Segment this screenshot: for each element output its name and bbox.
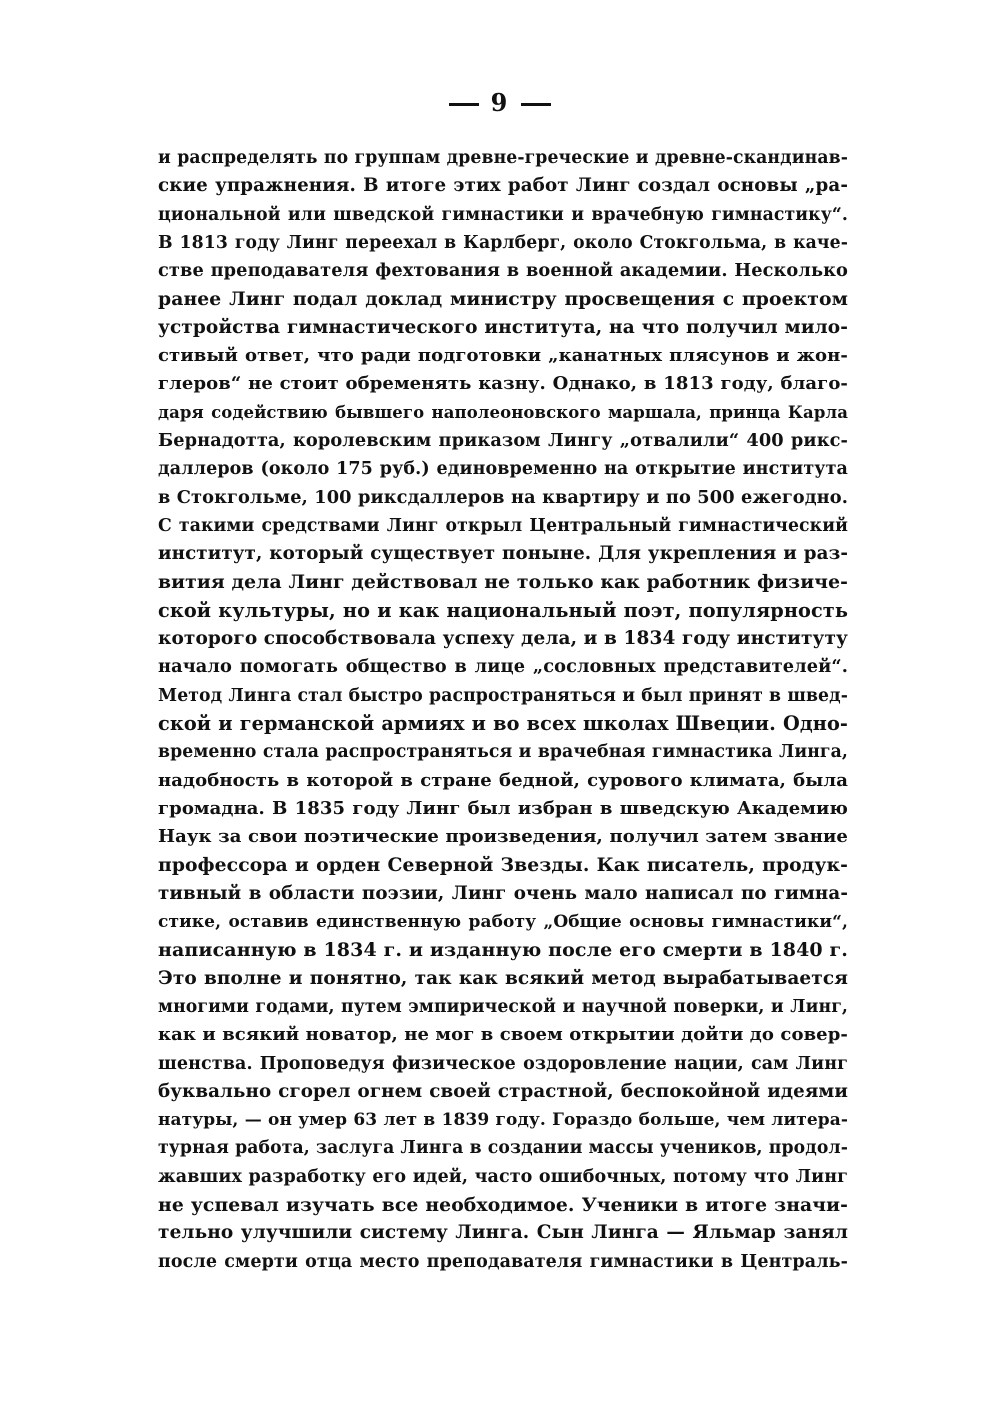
page-number: 9	[490, 88, 510, 117]
text-line: турная работа, заслуга Линга в создании массы учеников, продол-	[158, 1138, 848, 1159]
text-line: даря содействию бывшего наполеоновского маршала, принца Карла	[158, 402, 848, 422]
page-header	[0, 88, 1000, 117]
text-line: Это вполне и понятно, так как всякий метод вырабатывается	[158, 967, 848, 989]
text-line: натуры, — он умер 63 лет в 1839 году. Гораздо больше, чем литера-	[158, 1110, 848, 1131]
text-line: многими годами, путем эмпирической и научной поверки, и Линг,	[158, 996, 848, 1017]
text-line: профессора и орден Северной Звезды. Как писатель, продук-	[158, 854, 848, 877]
text-line: которого способствовала успеху дела, и в 1834 году институту	[158, 628, 848, 650]
text-line: ские упражнения. В итоге этих работ Линг создал основы „ра-	[158, 175, 848, 197]
text-line: жавших разработку его идей, часто ошибочных, потому что Линг	[158, 1166, 848, 1187]
text-line: надобность в которой в стране бедной, сурового климата, была	[158, 769, 848, 791]
text-line: циональной или шведской гимнастики и врачебную гимнастику“.	[158, 204, 848, 225]
text-line: Наук за свои поэтические произведения, получил затем звание	[158, 826, 848, 848]
text-line: В 1813 году Линг переехал в Карлберг, около Стокгольма, в каче-	[158, 232, 848, 253]
text-line: как и всякий новатор, не мог в своем открытии дойти до совер-	[158, 1024, 848, 1046]
text-line: не успевал изучать все необходимое. Ученики в итоге значи-	[158, 1193, 848, 1216]
text-line: стве преподавателя фехтования в военной академии. Несколько	[158, 260, 848, 282]
text-line: Бернадотта, королевским приказом Лингу „отвалили“ 400 рикс-	[158, 429, 848, 451]
text-line: устройства гимнастического института, на что получил мило-	[158, 316, 848, 338]
text-line: стике, оставив единственную работу „Общие основы гимнастики“,	[158, 912, 848, 933]
body-text	[158, 144, 848, 1276]
text-line: шенства. Проповедуя физическое оздоровление нации, сам Линг	[158, 1053, 848, 1074]
text-line: написанную в 1834 г. и изданную после его смерти в 1840 г.	[158, 939, 848, 962]
text-line: ранее Линг подал доклад министру просвещения с проектом	[158, 288, 848, 311]
header-dash-left	[449, 103, 479, 106]
text-line: тивный в области поэзии, Линг очень мало написал по гимна-	[158, 882, 848, 904]
text-line: после смерти отца место преподавателя гимнастики в Централь-	[158, 1251, 848, 1272]
text-line: институт, который существует поныне. Для укрепления и раз-	[158, 543, 848, 565]
text-line: начало помогать общество в лице „сословных представителей“.	[158, 656, 848, 678]
text-line: и распределять по группам древне-греческие и древне-скандинав-	[158, 148, 848, 168]
text-line: ской и германской армиях и во всех школах Швеции. Одно-	[158, 711, 848, 735]
text-line: буквально сгорел огнем своей страстной, беспокойной идеями	[158, 1080, 848, 1102]
header-dash-right	[521, 103, 551, 106]
text-line: вития дела Линг действовал не только как работник физиче-	[158, 571, 848, 594]
text-line: временно стала распространяться и врачебная гимнастика Линга,	[158, 742, 848, 763]
text-line: громадна. В 1835 году Линг был избран в шведскую Академию	[158, 797, 848, 819]
text-line: Метод Линга стал быстро распространяться и был принят в швед-	[158, 685, 848, 706]
text-line: стивый ответ, что ради подготовки „канатных плясунов и жон-	[158, 345, 848, 367]
text-line: в Стокгольме, 100 риксдаллеров на квартиру и по 500 ежегодно.	[158, 486, 848, 508]
text-line: С такими средствами Линг открыл Центральный гимнастический	[158, 515, 848, 536]
text-line: ской культуры, но и как национальный поэт, популярность	[158, 598, 848, 622]
text-line: даллеров (около 175 руб.) единовременно на открытие института	[158, 459, 848, 480]
text-line: глеров“ не стоит обременять казну. Однако, в 1813 году, благо-	[158, 373, 848, 395]
text-line: тельно улучшили систему Линга. Сын Линга — Яльмар занял	[158, 1222, 848, 1244]
